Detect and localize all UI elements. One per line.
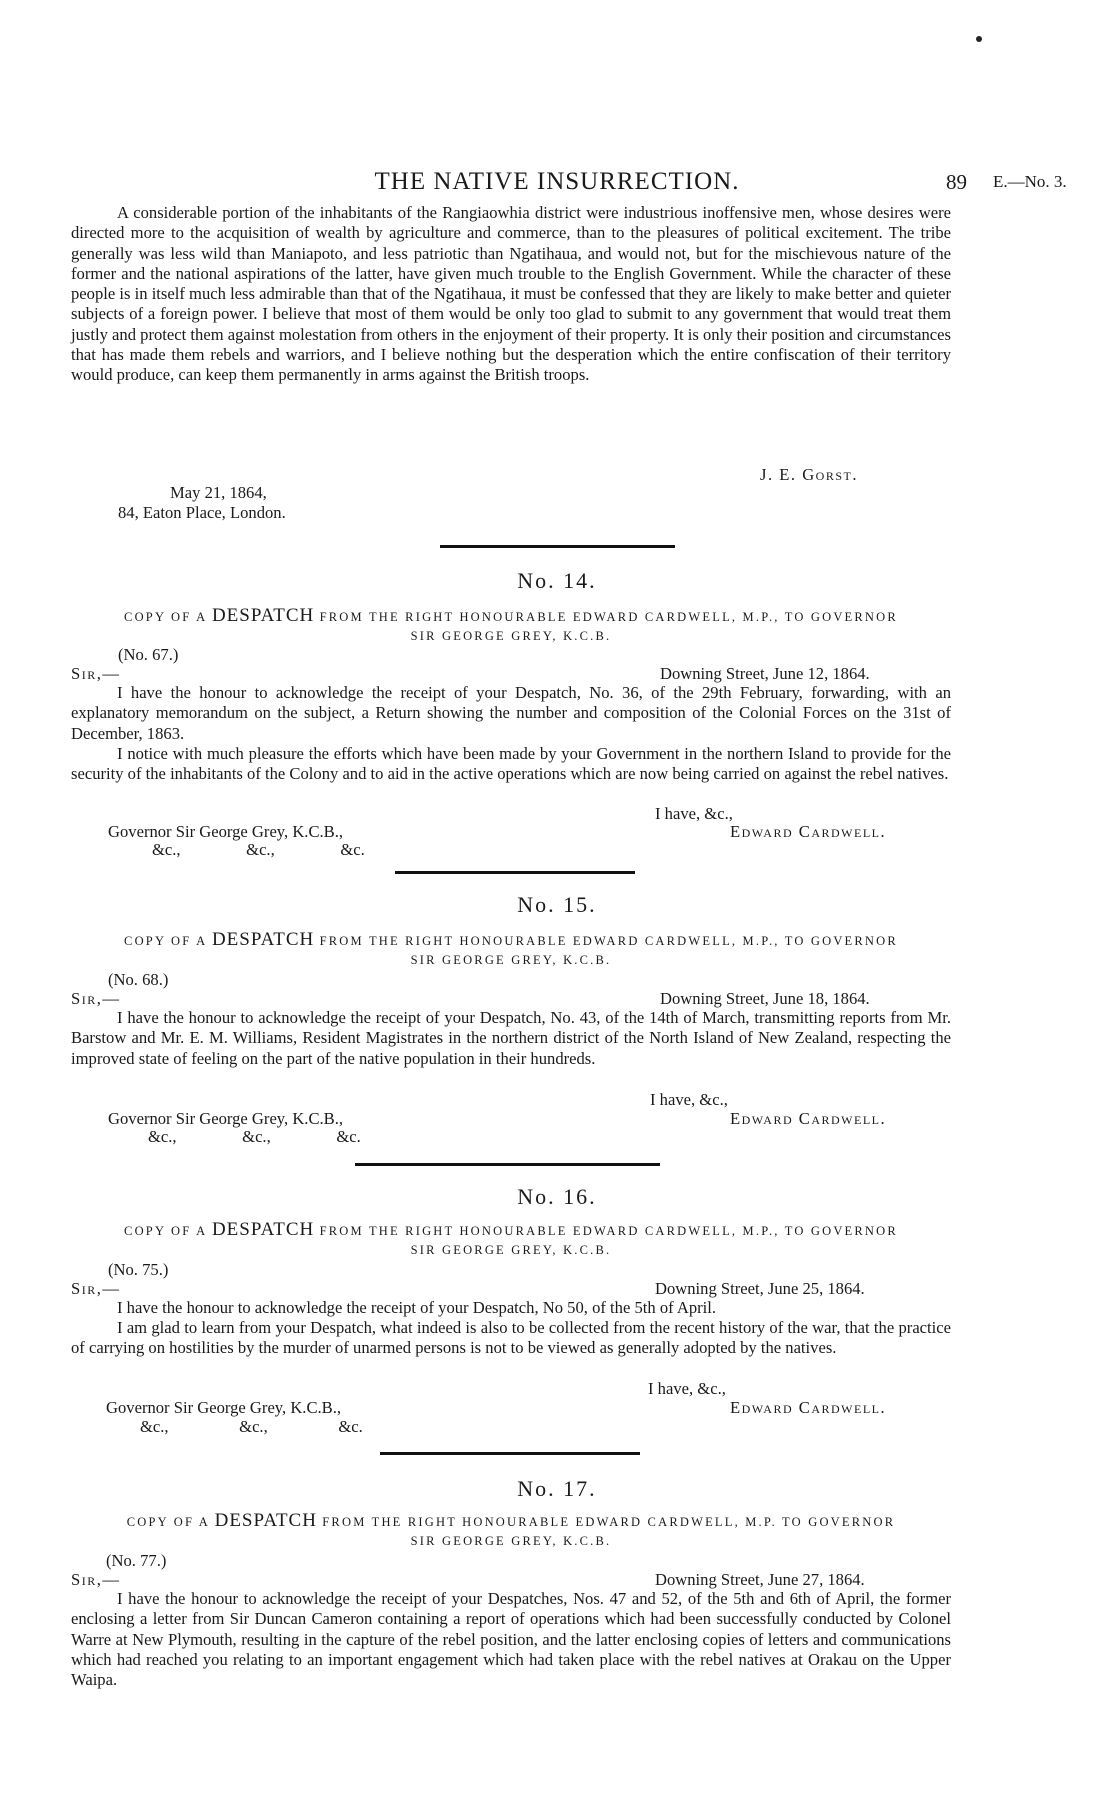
despatch-16-paragraph-2: I am glad to learn from your Despatch, what indeed is also to be collected from the recent history of the war, that the practice of carrying on hostilities by the murder of unarmed persons is not to be viewed as generally adopted by the natives. xyxy=(71,1318,951,1358)
despatch-15-addressee: Governor Sir George Grey, K.C.B., xyxy=(108,1109,344,1128)
despatch-15-etc xyxy=(148,1127,361,1147)
despatch-15-to: SIR GEORGE GREY, K.C.B. xyxy=(410,953,612,967)
despatch-16-word: DESPATCH xyxy=(211,1219,315,1240)
despatch-16-heading: No. 16. xyxy=(517,1184,597,1209)
section-divider xyxy=(380,1452,640,1455)
section-divider xyxy=(440,545,675,548)
despatch-15-title xyxy=(71,930,951,970)
despatch-15-word: DESPATCH xyxy=(211,929,315,950)
despatch-14-from: FROM THE RIGHT HONOURABLE EDWARD CARDWELL, M.P., TO GOVERNOR xyxy=(319,610,898,624)
despatch-14-paragraph-1: I have the honour to acknowledge the receipt of your Despatch, No. 36, of the 29th February, forwarding, with an explanatory memorandum on the subject, a Return showing the number and composition of the Colonial Forces on the 31st of December, 1863. xyxy=(71,683,951,743)
despatch-16-from: FROM THE RIGHT HONOURABLE EDWARD CARDWELL, M.P., TO GOVERNOR xyxy=(319,1224,898,1238)
despatch-17-ref: (No. 77.) xyxy=(106,1551,167,1570)
despatch-16-title xyxy=(71,1220,951,1260)
etc-item: &c., xyxy=(242,1127,271,1146)
etc-item: &c., xyxy=(152,840,181,859)
despatch-15-closing: I have, &c., xyxy=(650,1090,728,1109)
document-reference: E.—No. 3. xyxy=(993,172,1067,191)
page-title: THE NATIVE INSURRECTION. xyxy=(374,168,740,195)
intro-date: May 21, 1864, xyxy=(170,483,267,502)
despatch-16-signature: Edward Cardwell. xyxy=(730,1398,887,1417)
despatch-15-paragraph-1: I have the honour to acknowledge the receipt of your Despatch, No. 43, of the 14th of March, transmitting reports from Mr. Barstow and Mr. E. M. Williams, Resident Magistrates in the northern district of the North Island of New Zealand, respecting the improved state of feeling on the part of the native population in their hundreds. xyxy=(71,1008,951,1068)
despatch-17-paragraph-1: I have the honour to acknowledge the receipt of your Despatches, Nos. 47 and 52, of the 5th and 6th of April, the former enclosing a letter from Sir Duncan Cameron containing a report of operations which had been successfully conducted by Colonel Warre at New Plymouth, resulting in the capture of the rebel position, and the latter enclosing copies of letters and communications which had reached you relating to an important engagement which had taken place with the rebel natives at Orakau on the Upper Waipa. xyxy=(71,1589,951,1690)
despatch-14-to: SIR GEORGE GREY, K.C.B. xyxy=(410,629,612,643)
despatch-16-ref: (No. 75.) xyxy=(108,1260,169,1279)
despatch-14-addressee: Governor Sir George Grey, K.C.B., xyxy=(108,822,344,841)
despatch-17-copy-of: COPY OF A xyxy=(126,1515,210,1529)
despatch-14-etc xyxy=(152,840,365,860)
despatch-16-place-date: Downing Street, June 25, 1864. xyxy=(655,1279,865,1298)
despatch-14-heading: No. 14. xyxy=(517,568,597,593)
despatch-17-title xyxy=(71,1511,951,1551)
despatch-14-signature: Edward Cardwell. xyxy=(730,822,887,841)
etc-item: &c. xyxy=(340,840,365,859)
despatch-17-from: FROM THE RIGHT HONOURABLE EDWARD CARDWELL, M.P. TO GOVERNOR xyxy=(322,1515,896,1529)
despatch-16-closing: I have, &c., xyxy=(648,1379,726,1398)
despatch-16-paragraph-1: I have the honour to acknowledge the receipt of your Despatch, No 50, of the 5th of April. xyxy=(117,1298,717,1317)
despatch-15-signature: Edward Cardwell. xyxy=(730,1109,887,1128)
page-number: 89 xyxy=(946,170,967,194)
despatch-14-paragraph-2: I notice with much pleasure the efforts which have been made by your Government in the northern Island to provide for the security of the inhabitants of the Colony and to aid in the active operations which are now being carried on against the rebel natives. xyxy=(71,744,951,784)
etc-item: &c., xyxy=(246,840,275,859)
despatch-15-ref: (No. 68.) xyxy=(108,970,169,989)
despatch-14-ref: (No. 67.) xyxy=(118,645,179,664)
despatch-14-word: DESPATCH xyxy=(211,605,315,626)
etc-item: &c., xyxy=(148,1127,177,1146)
etc-item: &c., xyxy=(239,1417,268,1436)
etc-item: &c. xyxy=(336,1127,361,1146)
despatch-15-copy-of: COPY OF A xyxy=(124,934,207,948)
despatch-14-closing: I have, &c., xyxy=(655,804,733,823)
despatch-17-place-date: Downing Street, June 27, 1864. xyxy=(655,1570,865,1589)
despatch-16-salutation: Sir,— xyxy=(71,1279,121,1298)
despatch-15-heading: No. 15. xyxy=(517,892,597,917)
intro-paragraph: A considerable portion of the inhabitants of the Rangiaowhia district were industrious inoffensive men, whose desires were directed more to the acquisition of wealth by agriculture and commerce, than to the pleasures of political excitement. The tribe generally was less wild than Maniapoto, and less patriotic than Ngatihaua, and would not, but for the mischievous nature of the former and the national aspirations of the latter, have given much trouble to the English Government. While the character of these people is in itself much less admirable than that of the Ngatihaua, it must be confessed that they are likely to make better and quieter subjects of a foreign power. I believe that most of them would be only too glad to submit to any government that would treat them justly and protect them against molestation from others in the enjoyment of their property. It is only their position and circumstances that has made them rebels and warriors, and I believe nothing but the desperation which the entire confiscation of their territory would produce, can keep them permanently in arms against the British troops. xyxy=(71,203,951,385)
despatch-16-copy-of: COPY OF A xyxy=(124,1224,207,1238)
despatch-14-salutation: Sir,— xyxy=(71,664,121,683)
despatch-17-heading: No. 17. xyxy=(517,1476,597,1501)
despatch-14-place-date: Downing Street, June 12, 1864. xyxy=(660,664,870,683)
despatch-15-place-date: Downing Street, June 18, 1864. xyxy=(660,989,870,1008)
despatch-16-to: SIR GEORGE GREY, K.C.B. xyxy=(410,1243,612,1257)
etc-item: &c. xyxy=(338,1417,363,1436)
despatch-15-salutation: Sir,— xyxy=(71,989,121,1008)
intro-signature: J. E. Gorst. xyxy=(760,465,858,484)
etc-item: &c., xyxy=(140,1417,169,1436)
section-divider xyxy=(355,1163,660,1166)
despatch-17-salutation: Sir,— xyxy=(71,1570,121,1589)
despatch-14-copy-of: COPY OF A xyxy=(124,610,207,624)
despatch-14-title xyxy=(71,606,951,646)
despatch-17-to: SIR GEORGE GREY, K.C.B. xyxy=(410,1534,612,1548)
section-divider xyxy=(395,871,635,874)
page-speck xyxy=(976,36,982,42)
despatch-15-from: FROM THE RIGHT HONOURABLE EDWARD CARDWELL, M.P., TO GOVERNOR xyxy=(319,934,898,948)
despatch-17-word: DESPATCH xyxy=(214,1510,317,1531)
despatch-16-addressee: Governor Sir George Grey, K.C.B., xyxy=(106,1398,342,1417)
despatch-16-etc xyxy=(140,1417,363,1437)
intro-address: 84, Eaton Place, London. xyxy=(118,503,286,522)
